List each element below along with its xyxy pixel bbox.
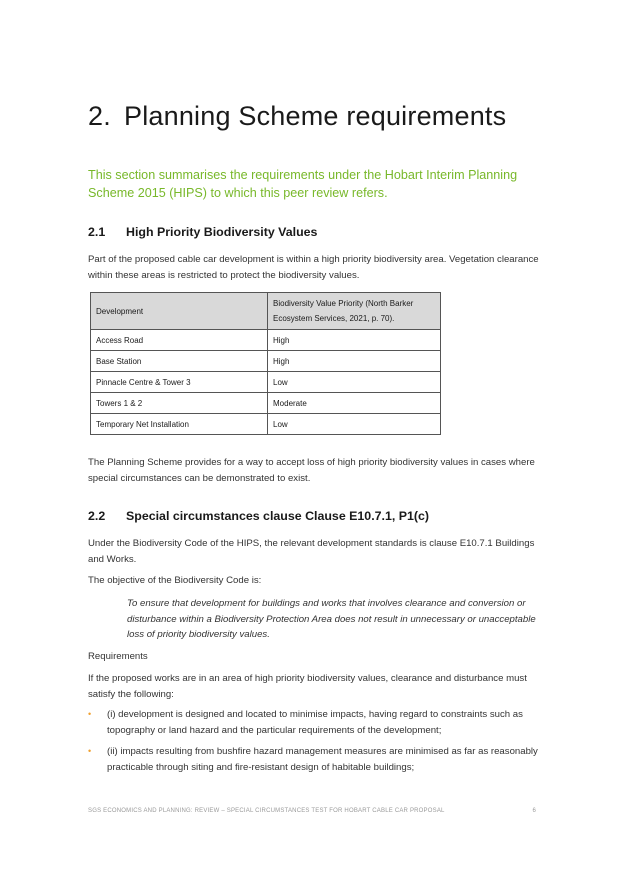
table-header-cell: Development xyxy=(91,293,268,330)
list-item-text: (ii) impacts resulting from bushfire hazard management measures are minimised as far as reasonably practicable through siting and fire-resistant design of habitable buildings; xyxy=(107,746,538,773)
table-row xyxy=(91,414,441,435)
table-cell: Base Station xyxy=(91,351,268,372)
section-heading-2-2 xyxy=(88,509,429,523)
section-number: 2.1 xyxy=(88,225,106,239)
table-cell: Pinnacle Centre & Tower 3 xyxy=(91,372,268,393)
section-title: High Priority Biodiversity Values xyxy=(126,225,318,239)
objective-quote: To ensure that development for buildings and works that involves clearance and conversion or disturbance within a Biodiversity Protection Area does not result in unnecessary or unacceptable loss of priority biodiversity values. xyxy=(127,598,536,640)
table-cell: Low xyxy=(268,414,441,435)
section-2-1-paragraph: Part of the proposed cable car development is within a high priority biodiversity area. Vegetation clearance within these areas is restricted to protect the biodiversity values. xyxy=(88,254,539,281)
objective-intro: The objective of the Biodiversity Code is: xyxy=(88,575,262,586)
chapter-heading xyxy=(88,101,568,132)
list-item-text: (i) development is designed and located to minimise impacts, having regard to constraints such as topography or land hazard and the particular requirements of the development; xyxy=(107,709,523,736)
footer-text: SGS ECONOMICS AND PLANNING: REVIEW – SPECIAL CIRCUMSTANCES TEST FOR HOBART CABLE CAR PROPOSAL xyxy=(88,808,445,814)
section-heading-2-1 xyxy=(88,225,317,239)
table-cell: Towers 1 & 2 xyxy=(91,393,268,414)
biodiversity-table xyxy=(90,292,441,435)
page-footer xyxy=(88,808,536,814)
table-row xyxy=(91,351,441,372)
table-cell: Access Road xyxy=(91,330,268,351)
table-cell: Low xyxy=(268,372,441,393)
chapter-number: 2. xyxy=(88,101,111,131)
after-table-paragraph: The Planning Scheme provides for a way to accept loss of high priority biodiversity values in cases where special circumstances can be demonstrated to exist. xyxy=(88,457,535,484)
table-header-cell: Biodiversity Value Priority (North Barker Ecosystem Services, 2021, p. 70). xyxy=(268,293,441,330)
intro-text: This section summarises the requirements under the Hobart Interim Planning Scheme 2015 (HIPS) to which this peer review refers. xyxy=(88,168,518,200)
section-number: 2.2 xyxy=(88,509,106,523)
requirements-paragraph: If the proposed works are in an area of high priority biodiversity values, clearance and disturbance must satisfy the following: xyxy=(88,673,527,700)
section-2-2-paragraph: Under the Biodiversity Code of the HIPS, the relevant development standards is clause E10.7.1 Buildings and Works. xyxy=(88,538,535,565)
table-cell: High xyxy=(268,330,441,351)
list-item xyxy=(88,744,558,775)
table-row xyxy=(91,393,441,414)
requirements-label: Requirements xyxy=(88,651,148,662)
list-item xyxy=(88,707,558,738)
table-row xyxy=(91,372,441,393)
bullet-icon: • xyxy=(88,746,92,756)
chapter-title: Planning Scheme requirements xyxy=(124,101,507,131)
table-row xyxy=(91,330,441,351)
requirements-list xyxy=(88,707,558,781)
section-title: Special circumstances clause Clause E10.7.1, P1(c) xyxy=(126,509,430,523)
bullet-icon: • xyxy=(88,709,92,719)
table-cell: High xyxy=(268,351,441,372)
page-number: 6 xyxy=(532,808,536,814)
table-header-row xyxy=(91,293,441,330)
table-cell: Temporary Net Installation xyxy=(91,414,268,435)
table-cell: Moderate xyxy=(268,393,441,414)
